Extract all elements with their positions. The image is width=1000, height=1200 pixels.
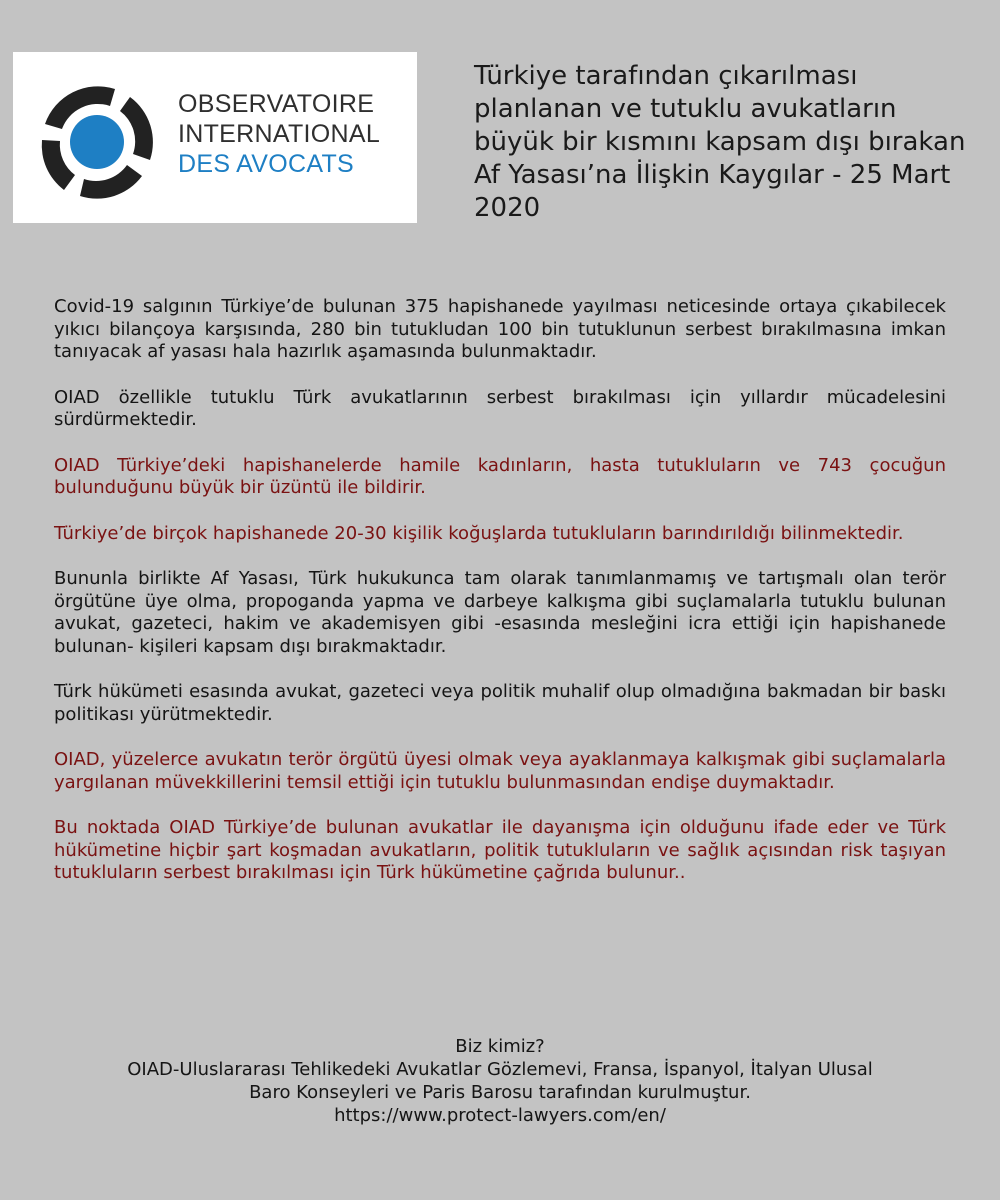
logo-ring-arc-bottom (80, 165, 142, 199)
oiad-logo-icon (35, 80, 159, 204)
footer-heading: Biz kimiz? (455, 1036, 545, 1057)
paragraph: Bununla birlikte Af Yasası, Türk hukukunca tam olarak tanımlanmamış ve tartışmalı olan terör örgütüne üye olma, propoganda yapma ve darbeye kalkışma gibi suçlamalarla tutuklu bulunan avukat, gazeteci, hakim ve akademisyen gibi -esasında mesleğini icra ettiği için hapishanede bulunan- kişileri kapsam dışı bırakmaktadır. (54, 568, 946, 657)
logo-line-2: INTERNATIONAL (178, 120, 381, 148)
paragraph: Covid-19 salgının Türkiye’de bulunan 375 hapishanede yayılması neticesinde ortaya çıkabilecek yıkıcı bilançoya karşısında, 280 bin tutukludan 100 bin tutuklunun serbest bırakılmasına imkan tanıyacak af yasası hala hazırlık aşamasında bulunmaktadır. (54, 296, 946, 362)
paragraph-highlighted: Bu noktada OIAD Türkiye’de bulunan avukatlar ile dayanışma için olduğunu ifade eder ve Türk hükümetine hiçbir şart koşmadan avukatların, politik tutukluların ve sağlık açısından risk taşıyan tutukluların serbest bırakılması için Türk hükümetine çağrıda bulunur.. (54, 817, 946, 883)
logo-blue-circle (70, 115, 124, 169)
footer-url: https://www.protect-lawyers.com/en/ (334, 1105, 666, 1126)
logo-ring-arc-left (42, 140, 75, 190)
logo-ring-arc-right (120, 97, 153, 160)
paragraph-highlighted: OIAD, yüzelerce avukatın terör örgütü üyesi olmak veya ayaklanmaya kalkışmak gibi suçlamalarla yargılanan müvekkillerini temsil ettiği için tutuklu bulunmasından endişe duymaktadır. (54, 749, 946, 793)
footer-line: Baro Konseyleri ve Paris Barosu tarafından kurulmuştur. (249, 1082, 751, 1103)
logo-line-3: DES AVOCATS (178, 150, 355, 178)
logo (13, 52, 417, 223)
paragraph: Türk hükümeti esasında avukat, gazeteci veya politik muhalif olup olmadığına bakmadan bir baskı politikası yürütmektedir. (54, 681, 946, 725)
logo-wordmark (178, 89, 380, 179)
paragraph: OIAD özellikle tutuklu Türk avukatlarının serbest bırakılması için yıllardır mücadelesini sürdürmektedir. (54, 386, 946, 430)
paragraph-highlighted: Türkiye’de birçok hapishanede 20-30 kişilik koğuşlarda tutukluların barındırıldığı bilinmektedir. (54, 522, 904, 544)
footer-line: OIAD-Uluslararası Tehlikedeki Avukatlar Gözlemevi, Fransa, İspanyol, İtalyan Ulusal (127, 1059, 873, 1080)
page-title: Türkiye tarafından çıkarılması planlanan ve tutuklu avukatların büyük bir kısmını kapsam dışı bırakan Af Yasası’na İlişkin Kaygılar - 25 Mart 2020 (474, 61, 966, 223)
statement-body (54, 296, 946, 908)
logo-line-1: OBSERVATOIRE (178, 90, 375, 118)
about-footer (40, 1035, 960, 1127)
paragraph-highlighted: OIAD Türkiye’deki hapishanelerde hamile kadınların, hasta tutukluların ve 743 çocuğun bulunduğunu büyük bir üzüntü ile bildirir. (54, 454, 946, 498)
